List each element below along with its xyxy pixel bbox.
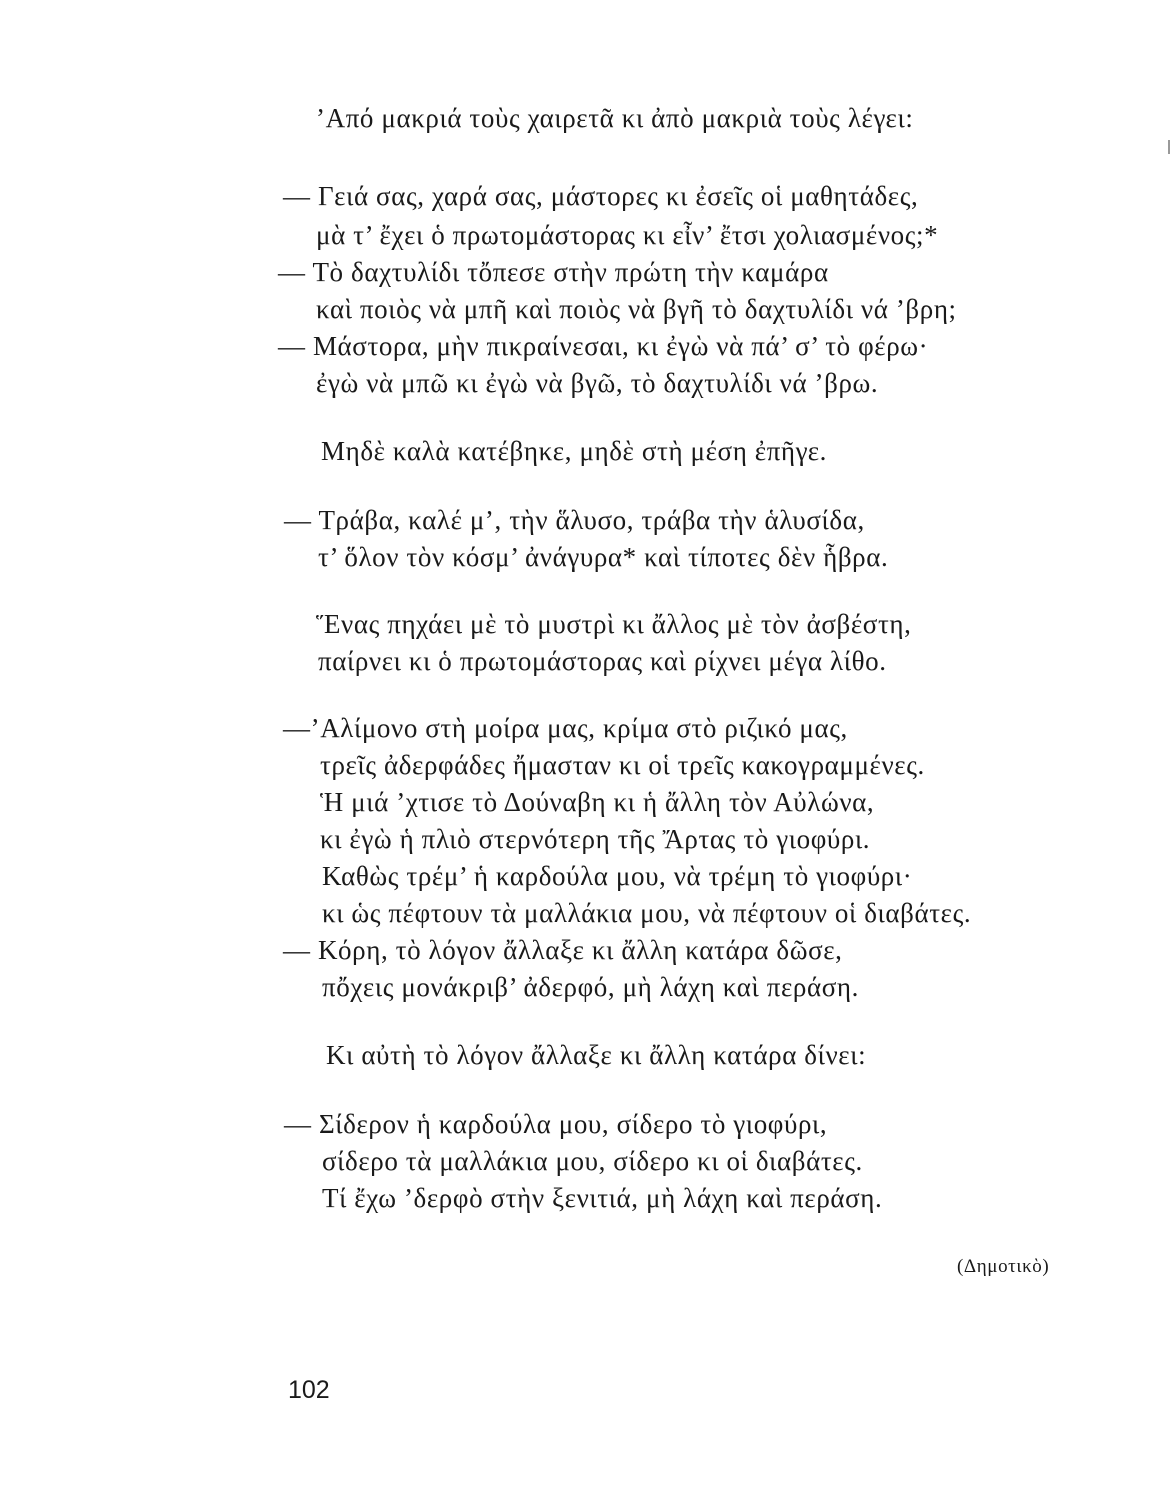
poem-line: — Κόρη, τὸ λόγον ἄλλαξε κι ἄλλη κατάρα δῶσε,: [283, 935, 843, 965]
poem-line: — Μάστορα, μὴν πικραίνεσαι, κι ἐγὼ νὰ πά’ σ’ τὸ φέρω·: [278, 331, 929, 361]
poem-line: Μηδὲ καλὰ κατέβηκε, μηδὲ στὴ μέση ἐπῆγε.: [321, 436, 828, 466]
poem-line: — Τράβα, καλέ μ’, τὴν ἅλυσο, τράβα τὴν ἁλυσίδα,: [284, 505, 865, 535]
poem-line: — Τὸ δαχτυλίδι τὄπεσε στὴν πρώτη τὴν καμάρα: [278, 257, 829, 287]
poem-line: ’Από μακριά τοὺς χαιρετᾶ κι ἀπὸ μακριὰ τοὺς λέγει:: [316, 103, 914, 133]
poem-line: Τί ἔχω ’δερφὸ στὴν ξενιτιά, μὴ λάχη καὶ περάση.: [322, 1183, 883, 1213]
poem-line: σίδερο τὰ μαλλάκια μου, σίδερο κι οἱ διαβάτες.: [322, 1146, 863, 1176]
poem-line: κι ἐγὼ ἡ πλιὸ στερνότερη τῆς Ἄρτας τὸ γιοφύρι.: [320, 824, 871, 854]
poem-line: Κι αὐτὴ τὸ λόγον ἄλλαξε κι ἄλλη κατάρα δίνει:: [326, 1040, 867, 1070]
page-edge-mark: [1168, 140, 1170, 154]
poem-line: τ’ ὅλον τὸν κόσμ’ ἀνάγυρα* καὶ τίποτες δὲν ἧβρα.: [318, 542, 889, 572]
poem-line: —’Αλίμονο στὴ μοίρα μας, κρίμα στὸ ριζικό μας,: [283, 713, 848, 743]
poem-line: ἐγὼ νὰ μπῶ κι ἐγὼ νὰ βγῶ, τὸ δαχτυλίδι νά ’βρω.: [316, 368, 879, 398]
poem-line: καὶ ποιὸς νὰ μπῆ καὶ ποιὸς νὰ βγῆ τὸ δαχτυλίδι νά ’βρη;: [316, 294, 957, 324]
poem-line: Ἕνας πηχάει μὲ τὸ μυστρὶ κι ἄλλος μὲ τὸν ἀσβέστη,: [316, 609, 912, 639]
page-number: 102: [288, 1376, 330, 1404]
poem-line: — Γειά σας, χαρά σας, μάστορες κι ἐσεῖς οἱ μαθητάδες,: [283, 181, 919, 211]
poem-line: Ἡ μιά ’χτισε τὸ Δούναβη κι ἡ ἄλλη τὸν Αὐλώνα,: [320, 787, 875, 817]
attribution: (Δημοτικὸ): [957, 1256, 1050, 1277]
poem-line: μὰ τ’ ἔχει ὁ πρωτομάστορας κι εἶν’ ἔτσι χολιασμένος;*: [316, 220, 939, 250]
poem-line: παίρνει κι ὁ πρωτομάστορας καὶ ρίχνει μέγα λίθο.: [318, 646, 887, 676]
poem-line: πὄχεις μονάκριβ’ ἀδερφό, μὴ λάχη καὶ περάση.: [322, 972, 859, 1002]
poem-line: Καθὼς τρέμ’ ἡ καρδούλα μου, νὰ τρέμη τὸ γιοφύρι·: [322, 861, 913, 891]
poem-line: τρεῖς ἀδερφάδες ἤμασταν κι οἱ τρεῖς κακογραμμένες.: [320, 750, 925, 780]
poem-line: κι ὡς πέφτουν τὰ μαλλάκια μου, νὰ πέφτουν οἱ διαβάτες.: [322, 898, 972, 928]
poem-line: — Σίδερον ἡ καρδούλα μου, σίδερο τὸ γιοφύρι,: [284, 1109, 828, 1139]
